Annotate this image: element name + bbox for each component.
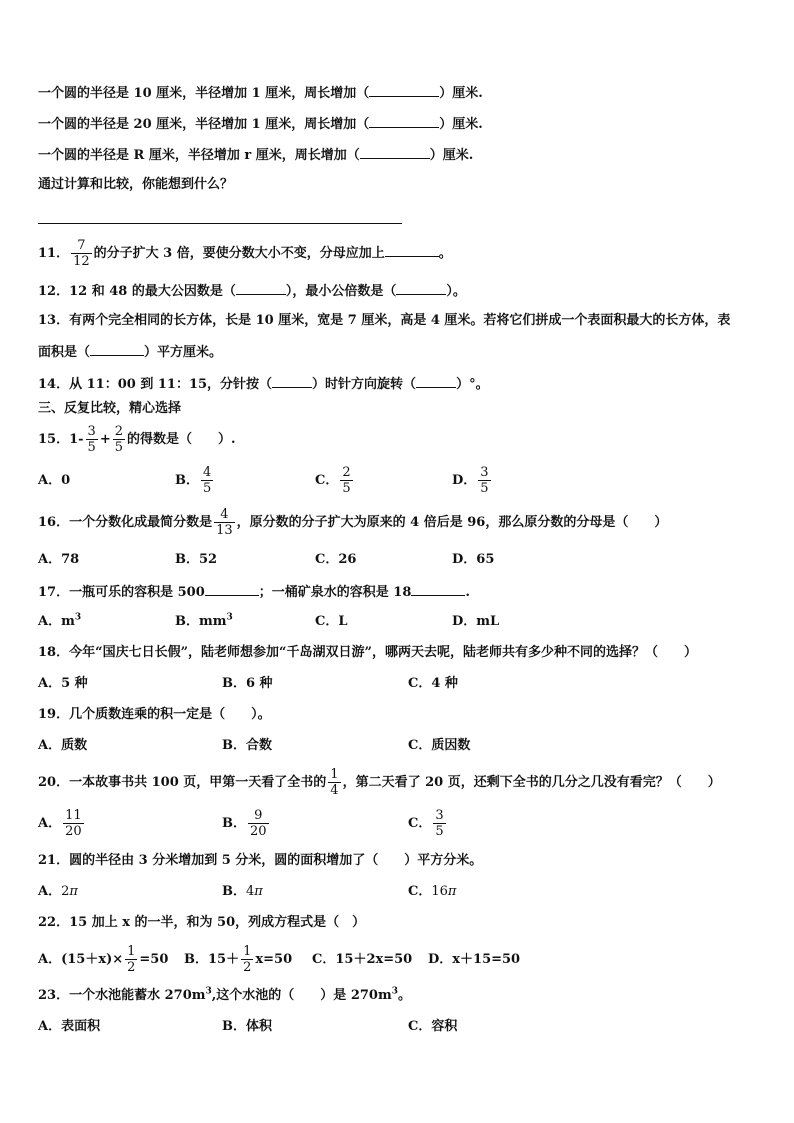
fraction-numerator: 3 [87,424,96,439]
fraction-numerator: 3 [435,808,444,823]
question-end: ，原分数的分子扩大为原来的 4 倍后是 96，那么原分数的分母是（ ） [236,515,668,530]
plus-sign: + [99,432,111,447]
fraction-numerator: 2 [114,424,124,439]
option-b[interactable]: B．体积 [222,1019,272,1034]
option-a[interactable] [38,944,168,976]
fraction-numerator: 2 [342,465,351,480]
fraction-numerator: 1 [127,944,136,959]
question-14 [38,375,489,393]
intro-line-3-text: 一个圆的半径是 R 厘米，半径增加 r 厘米，周长增加（ [38,148,360,163]
option-a[interactable]: A．表面积 [38,1019,101,1034]
fraction-numerator: 4 [220,507,229,522]
answer-line[interactable] [38,223,402,224]
option-a[interactable]: A．78 [38,552,80,567]
question-end: 的得数是（ ）. [127,432,236,447]
option-b[interactable]: B．6 种 [222,676,273,691]
answer-blank[interactable] [272,375,312,388]
answer-blank[interactable] [369,115,439,128]
question-text-mid: ,这个水池的（ ）是 270m [211,988,392,1003]
question-text: 20．一本故事书共 100 页，甲第一天看了全书的 [38,775,327,790]
question-17 [38,583,470,601]
superscript: 3 [205,986,212,997]
intro-line-2 [38,115,483,133]
option-label: B． [222,816,246,831]
fraction-numerator: 9 [254,808,263,823]
fraction [113,424,125,455]
question-end: . [465,585,470,600]
fraction-denominator: 5 [342,481,351,496]
option-c[interactable] [408,884,456,900]
question-text: 16．一个分数化成最简分数是 [38,515,213,530]
answer-blank[interactable] [385,244,439,257]
fraction [340,465,352,496]
option-text: =50 [139,952,169,967]
superscript: 3 [226,612,233,623]
option-d[interactable] [452,614,499,630]
fraction [86,424,98,455]
question-text: 的分子扩大 3 倍，要使分数大小不变，分母应加上 [93,246,385,261]
option-label: B． [222,884,246,899]
fraction [241,944,253,975]
option-b[interactable] [222,884,263,900]
intro-line-2-text: 一个圆的半径是 20 厘米，半径增加 1 厘米，周长增加（ [38,117,370,132]
option-c[interactable] [315,614,348,630]
fraction-numerator: 4 [203,465,212,480]
answer-blank[interactable] [360,146,430,159]
fraction-denominator: 2 [127,960,136,975]
answer-blank[interactable] [236,282,286,295]
option-label: A．m [38,614,75,629]
intro-line-3-end: ）厘米. [429,148,474,163]
option-b[interactable]: B．52 [175,552,218,567]
question-12 [38,282,466,300]
option-value: 2 [61,884,70,899]
fraction-numerator: 1 [243,944,252,959]
option-a[interactable] [38,614,81,630]
fraction [214,507,235,538]
option-label: C． [408,884,432,899]
fraction [201,465,213,496]
fraction [478,465,490,496]
option-value: 4 [246,884,255,899]
fraction-numerator: 3 [480,465,489,480]
question-19: 19．几个质数连乘的积一定是（ ）。 [38,707,271,722]
option-label: C．L [315,614,348,629]
option-a[interactable]: A．0 [38,473,71,488]
fraction [71,238,92,269]
option-b[interactable] [184,944,292,976]
option-a[interactable]: A．5 种 [38,676,88,691]
option-label: C． [315,473,339,488]
option-a[interactable] [38,808,86,840]
option-value: 16 [431,884,448,899]
question-number: 11． [38,246,70,261]
intro-line-1-end: ）厘米. [439,86,483,101]
option-b[interactable] [175,614,233,630]
fraction-denominator: 5 [114,440,124,455]
option-a[interactable]: A．质数 [38,738,88,753]
option-c[interactable] [408,808,448,840]
intro-line-4: 通过计算和比较，你能想到什么？ [38,177,234,192]
fraction [328,767,340,798]
question-text: 17．一瓶可乐的容积是 500 [38,585,205,600]
fraction-denominator: 20 [65,824,82,839]
option-b[interactable] [175,465,215,497]
option-c[interactable]: C．质因数 [408,738,471,753]
answer-blank[interactable] [416,375,456,388]
question-text: 15．1- [38,432,84,447]
pi-symbol: π [69,884,78,899]
question-21: 21．圆的半径由 3 分米增加到 5 分米，圆的面积增加了（ ）平方分米。 [38,853,483,868]
option-c[interactable]: C．4 种 [408,676,458,691]
fraction [433,808,445,839]
fraction-numerator: 11 [65,808,82,823]
intro-line-3 [38,146,473,164]
question-20 [38,767,721,799]
question-text: 面积是（ [38,345,91,360]
superscript: 3 [74,612,82,623]
option-text: x=50 [255,952,293,967]
fraction-denominator: 5 [435,824,444,839]
fraction-denominator: 5 [480,481,489,496]
fraction-numerator: 7 [77,238,86,253]
question-end: ）°。 [456,377,489,392]
option-label: D．mL [452,614,500,629]
option-label: C． [408,816,432,831]
question-text-mid: ），最小公倍数是（ [285,284,397,299]
fraction-denominator: 20 [250,824,267,839]
option-c[interactable]: C．15＋2x=50 [312,952,413,967]
question-text: 23．一个水池能蓄水 270m [38,988,206,1003]
option-b[interactable] [222,808,271,840]
question-end: ）。 [446,284,466,299]
question-end: 。 [398,988,412,1003]
question-end: ）平方厘米。 [144,345,223,360]
fraction-denominator: 5 [87,440,96,455]
question-text: 14．从 11：00 到 11：15，分针按（ [38,377,273,392]
answer-blank[interactable] [205,583,259,596]
answer-blank[interactable] [396,282,446,295]
option-label: A． [38,884,62,899]
fraction [125,944,137,975]
section-title: 三、反复比较，精心选择 [38,401,182,416]
option-d[interactable]: D．x＋15=50 [428,952,521,967]
question-16 [38,507,667,539]
question-text: 12．12 和 48 的最大公因数是（ [38,284,236,299]
fraction-denominator: 12 [73,254,90,269]
option-a[interactable] [38,884,78,900]
intro-line-1 [38,84,483,102]
question-15 [38,424,236,456]
fraction-denominator: 4 [330,783,339,798]
question-text-mid: ；一桶矿泉水的容积是 18 [258,585,412,600]
answer-blank[interactable] [90,343,144,356]
intro-line-2-end: ）厘米. [439,117,483,132]
option-label: B． [175,473,199,488]
option-label: B．15＋ [184,952,240,967]
question-11 [38,238,452,270]
question-text-mid: ）时针方向旋转（ [312,377,417,392]
option-d[interactable]: D．65 [452,552,495,567]
question-18: 18．今年“国庆七日长假”，陆老师想参加“千岛湖双日游”，哪两天去呢，陆老师共有多少种不同的选择？（ ） [38,645,698,660]
question-13-line-1: 13．有两个完全相同的长方体，长是 10 厘米，宽是 7 厘米，高是 4 厘米。若将它们拼成一个表面积最大的长方体，表 [38,313,731,328]
option-label: B．mm [175,614,227,629]
question-23 [38,988,411,1004]
fraction-denominator: 13 [216,523,233,538]
question-22: 22．15 加上 x 的一半，和为 50，列成方程式是（ ） [38,915,366,930]
fraction-denominator: 2 [243,960,252,975]
option-label: D． [452,473,477,488]
fraction-denominator: 5 [203,481,212,496]
option-c[interactable]: C．容积 [408,1019,458,1034]
option-d[interactable] [452,465,493,497]
answer-blank[interactable] [411,583,465,596]
option-c[interactable] [315,465,355,497]
question-13-line-2 [38,343,222,361]
pi-symbol: π [254,884,263,899]
question-end: ，第二天看了 20 页，还剩下全书的几分之几没有看完？（ ） [342,775,721,790]
superscript: 3 [391,986,398,997]
option-label: A． [38,816,62,831]
fraction [63,808,84,839]
intro-line-1-text: 一个圆的半径是 10 厘米，半径增加 1 厘米，周长增加（ [38,86,370,101]
question-end: 。 [438,246,452,261]
pi-symbol: π [447,884,457,899]
fraction [248,808,269,839]
option-label: A．(15＋x)× [38,952,124,967]
option-b[interactable]: B．合数 [222,738,272,753]
answer-blank[interactable] [369,84,439,97]
option-c[interactable]: C．26 [315,552,357,567]
fraction-numerator: 1 [330,767,339,782]
